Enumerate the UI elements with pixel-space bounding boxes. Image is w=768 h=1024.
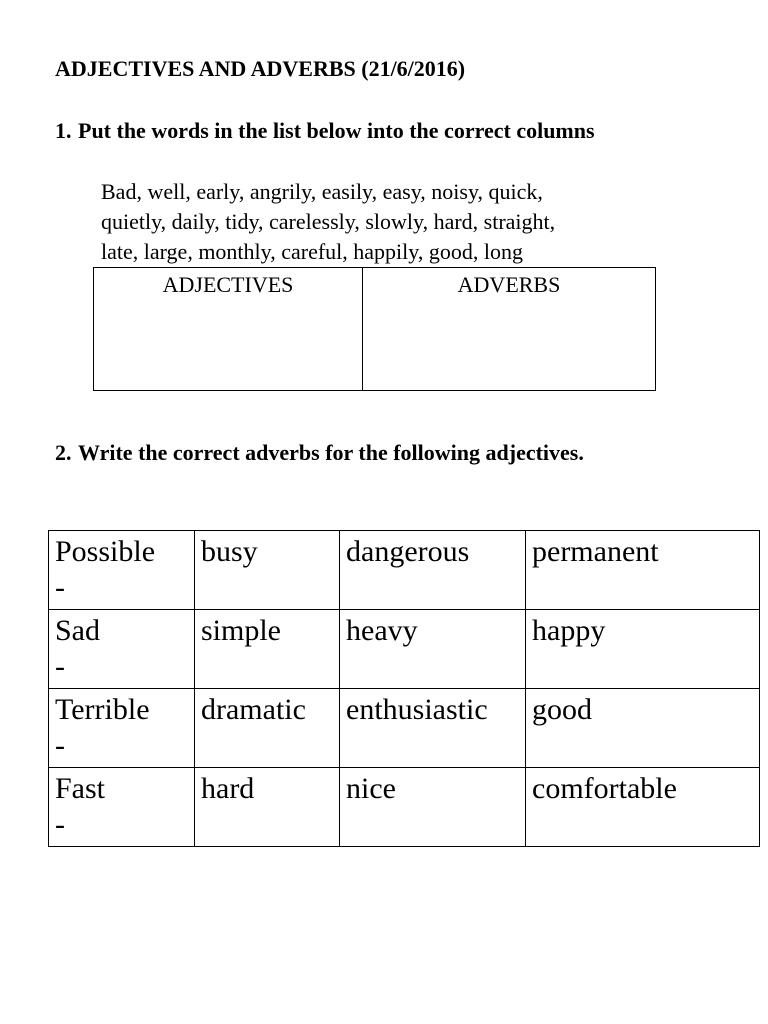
adjective-word: Sad bbox=[55, 614, 100, 647]
table-cell[interactable] bbox=[49, 610, 195, 689]
adjective-word: nice bbox=[346, 772, 396, 805]
adjective-word: good bbox=[532, 693, 592, 726]
page-title: ADJECTIVES AND ADVERBS (21/6/2016) bbox=[55, 56, 466, 81]
adjectives-column[interactable] bbox=[94, 268, 363, 391]
answer-blank: - bbox=[55, 571, 65, 604]
question-1-text: Put the words in the list below into the correct columns bbox=[78, 118, 595, 143]
table-cell[interactable] bbox=[195, 768, 340, 847]
table-cell[interactable] bbox=[526, 531, 760, 610]
table-cell[interactable] bbox=[49, 768, 195, 847]
word-list bbox=[101, 177, 701, 267]
answer-blank: - bbox=[55, 650, 65, 683]
table-cell[interactable] bbox=[526, 689, 760, 768]
adjective-word: dangerous bbox=[346, 535, 470, 568]
adverbs-column[interactable] bbox=[363, 268, 656, 391]
question-1-number: 1. bbox=[55, 118, 72, 143]
table-row bbox=[49, 689, 760, 768]
question-2-number: 2. bbox=[55, 440, 72, 465]
question-2-text: Write the correct adverbs for the following adjectives. bbox=[78, 440, 584, 465]
adjective-word: hard bbox=[201, 772, 255, 805]
question-2 bbox=[55, 438, 675, 467]
table-row bbox=[49, 610, 760, 689]
table-cell[interactable] bbox=[526, 610, 760, 689]
adjective-word: dramatic bbox=[201, 693, 306, 726]
table-cell[interactable] bbox=[526, 768, 760, 847]
question-1 bbox=[55, 116, 675, 145]
table-cell[interactable] bbox=[195, 610, 340, 689]
table-row bbox=[49, 531, 760, 610]
adverbs-header: ADVERBS bbox=[457, 272, 561, 297]
table-cell[interactable] bbox=[340, 689, 526, 768]
word-list-line: late, large, monthly, careful, happily, good, long bbox=[101, 239, 523, 264]
table-row bbox=[94, 268, 656, 391]
sorting-table bbox=[93, 267, 656, 391]
adjective-word: happy bbox=[532, 614, 606, 647]
table-cell[interactable] bbox=[195, 689, 340, 768]
table-cell[interactable] bbox=[49, 531, 195, 610]
word-list-line: Bad, well, early, angrily, easily, easy, noisy, quick, bbox=[101, 179, 543, 204]
answer-blank: - bbox=[55, 808, 65, 841]
table-cell[interactable] bbox=[340, 768, 526, 847]
adjective-word: Terrible bbox=[55, 693, 150, 726]
adjectives-table bbox=[48, 530, 760, 847]
word-list-line: quietly, daily, tidy, carelessly, slowly, hard, straight, bbox=[101, 209, 556, 234]
adjective-word: simple bbox=[201, 614, 281, 647]
answer-blank: - bbox=[55, 729, 65, 762]
adjective-word: permanent bbox=[532, 535, 659, 568]
adjective-word: heavy bbox=[346, 614, 418, 647]
adjectives-header: ADJECTIVES bbox=[162, 272, 294, 297]
table-cell[interactable] bbox=[340, 531, 526, 610]
adjective-word: comfortable bbox=[532, 772, 677, 805]
adjective-word: enthusiastic bbox=[346, 693, 488, 726]
table-cell[interactable] bbox=[49, 689, 195, 768]
table-cell[interactable] bbox=[195, 531, 340, 610]
adjective-word: busy bbox=[201, 535, 258, 568]
adjective-word: Possible bbox=[55, 535, 156, 568]
table-cell[interactable] bbox=[340, 610, 526, 689]
table-row bbox=[49, 768, 760, 847]
adjective-word: Fast bbox=[55, 772, 106, 805]
